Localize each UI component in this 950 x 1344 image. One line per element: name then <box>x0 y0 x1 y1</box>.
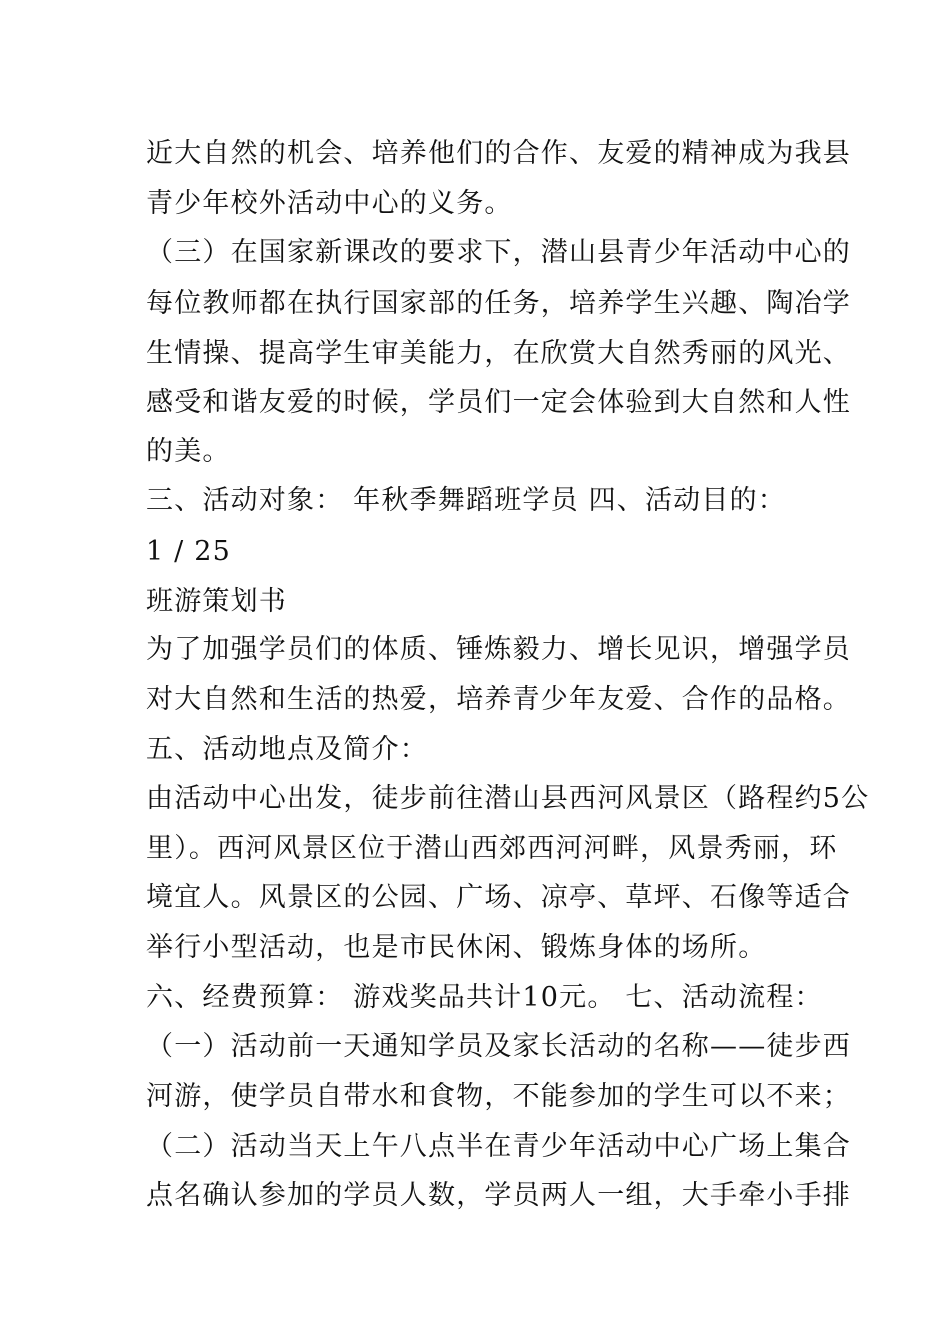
text-line: 生情操、提高学生审美能力，在欣赏大自然秀丽的风光、 <box>146 338 851 369</box>
text-line: 境宜人。风景区的公园、广场、凉亭、草坪、石像等适合 <box>146 882 851 913</box>
document-title: 班游策划书 <box>146 586 287 617</box>
text-line: 的美。 <box>146 436 231 467</box>
text-line: 感受和谐友爱的时候，学员们一定会体验到大自然和人性 <box>146 387 851 418</box>
text-line: （二）活动当天上午八点半在青少年活动中心广场上集合 <box>146 1131 851 1162</box>
page-number: 1 / 25 <box>146 536 231 567</box>
text-line: （三）在国家新课改的要求下，潜山县青少年活动中心的 <box>146 237 851 268</box>
text-line: 每位教师都在执行国家部的任务，培养学生兴趣、陶冶学 <box>146 288 851 319</box>
section-heading: 三、活动对象： 年秋季舞蹈班学员 四、活动目的： <box>146 485 786 516</box>
text-line: 近大自然的机会、培养他们的合作、友爱的精神成为我县 <box>146 138 851 169</box>
section-heading: 五、活动地点及简介： <box>146 734 428 765</box>
text-line: 为了加强学员们的体质、锤炼毅力、增长见识，增强学员 <box>146 634 851 665</box>
text-line: 河游，使学员自带水和食物，不能参加的学生可以不来； <box>146 1081 851 1112</box>
text-line: 青少年校外活动中心的义务。 <box>146 188 513 219</box>
text-line: 由活动中心出发，徒步前往潜山县西河风景区（路程约5公 <box>146 783 870 814</box>
text-line: 对大自然和生活的热爱，培养青少年友爱、合作的品格。 <box>146 684 851 715</box>
text-line: 里）。西河风景区位于潜山西郊西河河畔，风景秀丽，环 <box>146 833 838 864</box>
text-line: （一）活动前一天通知学员及家长活动的名称——徒步西 <box>146 1031 851 1062</box>
text-line: 举行小型活动，也是市民休闲、锻炼身体的场所。 <box>146 932 767 963</box>
text-line: 点名确认参加的学员人数，学员两人一组，大手牵小手排 <box>146 1180 851 1211</box>
section-heading: 六、经费预算： 游戏奖品共计10元。 七、活动流程： <box>146 982 823 1013</box>
